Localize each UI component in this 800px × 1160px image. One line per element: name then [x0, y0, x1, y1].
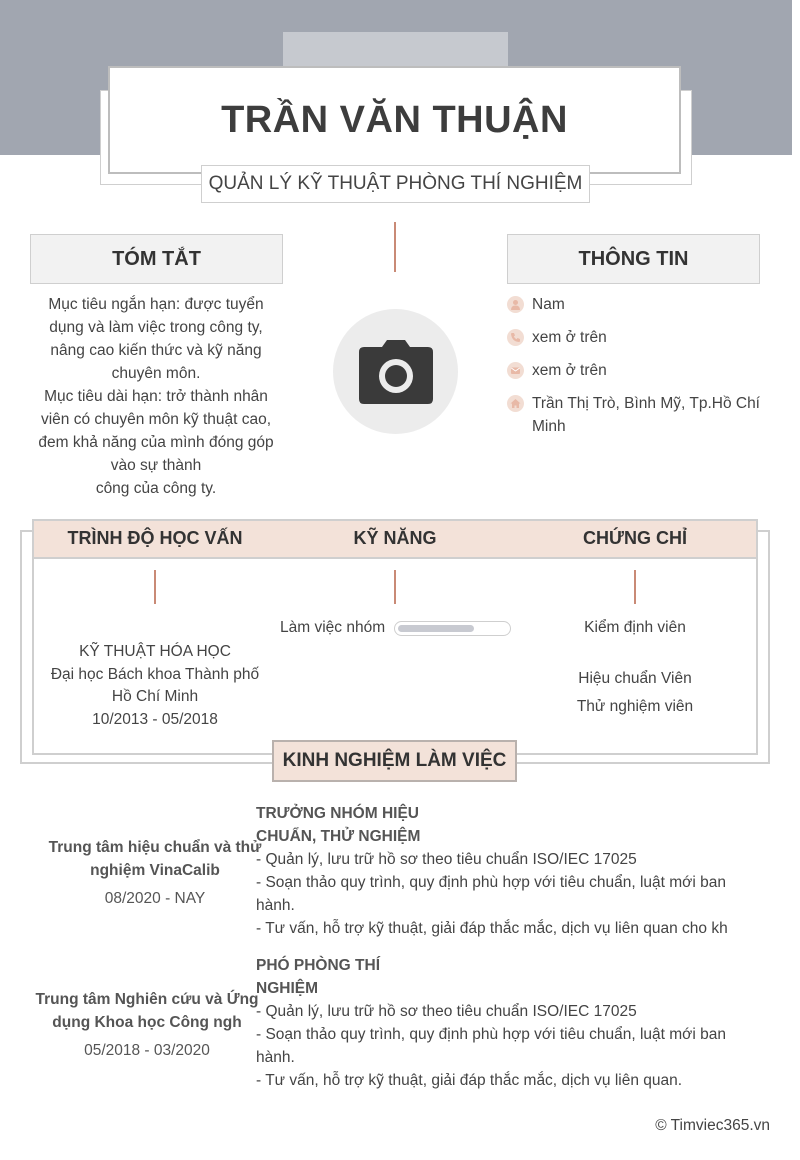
address-line: Trần Thị Trò, Bình Mỹ, Tp.Hồ Chí — [532, 395, 760, 412]
company-name: nghiệm VinaCalib — [90, 862, 220, 879]
job-duty: - Tư vấn, hỗ trợ kỹ thuật, giải đáp thắc mắc, dịch vụ liên quan cho kh — [256, 920, 728, 937]
job-role: TRƯỞNG NHÓM HIỆU — [256, 805, 419, 822]
company-name: Trung tâm Nghiên cứu và Ứng — [35, 991, 259, 1008]
divider-line — [154, 570, 156, 604]
summary-line: dụng và làm việc trong công ty, — [49, 319, 263, 336]
job-role: NGHIỆM — [256, 980, 318, 997]
job-role: PHÓ PHÒNG THÍ — [256, 957, 381, 974]
email-icon — [507, 362, 524, 379]
education-school: Đại học Bách khoa Thành phố — [50, 665, 260, 683]
job-period: 08/2020 - NAY — [104, 890, 206, 907]
skills-heading: KỸ NĂNG — [353, 528, 437, 548]
address-line: Minh — [532, 418, 566, 435]
certificate-item: Thử nghiệm viên — [576, 698, 694, 715]
certificates-heading: CHỨNG CHỈ — [583, 528, 687, 548]
job-duty: - Soạn thảo quy trình, quy định phù hợp với tiêu chuẩn, luật mới ban — [256, 874, 726, 891]
info-list — [507, 293, 765, 448]
certificate-item: Hiệu chuẩn Viên — [578, 670, 692, 687]
info-phone-value: xem ở trên — [532, 329, 607, 346]
job-duty: hành. — [256, 1049, 295, 1066]
skill-item — [280, 619, 511, 637]
summary-line: Mục tiêu dài hạn: trở thành nhân — [44, 388, 268, 405]
skill-name: Làm việc nhóm — [280, 619, 386, 636]
summary-heading: TÓM TẮT — [30, 234, 283, 284]
job-role: CHUẨN, THỬ NGHIỆM — [256, 828, 421, 845]
info-phone — [507, 326, 765, 349]
education-heading: TRÌNH ĐỘ HỌC VẤN — [67, 528, 243, 548]
info-heading: THÔNG TIN — [507, 234, 760, 284]
summary-line: nâng cao kiến thức và kỹ năng — [50, 342, 262, 359]
summary-line: đem khả năng của mình đóng góp — [38, 434, 274, 451]
name-box — [108, 66, 681, 174]
company-name: dụng Khoa học Công ngh — [52, 1014, 242, 1031]
info-gender-value: Nam — [532, 296, 565, 313]
camera-icon — [358, 339, 434, 405]
job-duty: - Tư vấn, hỗ trợ kỹ thuật, giải đáp thắc mắc, dịch vụ liên quan. — [256, 1072, 683, 1089]
certificate-item: Kiểm định viên — [584, 619, 686, 636]
job-details — [256, 802, 766, 940]
job-duty: - Quản lý, lưu trữ hồ sơ theo tiêu chuẩn ISO/IEC 17025 — [256, 851, 637, 868]
summary-line: vào sự thành — [110, 457, 202, 474]
user-icon — [507, 296, 524, 313]
job-duty: hành. — [256, 897, 295, 914]
summary-line: chuyên môn. — [111, 365, 201, 382]
job-duty: - Quản lý, lưu trữ hồ sơ theo tiêu chuẩn ISO/IEC 17025 — [256, 1003, 637, 1020]
job-duty: - Soạn thảo quy trình, quy định phù hợp với tiêu chuẩn, luật mới ban — [256, 1026, 726, 1043]
info-email-value: xem ở trên — [532, 362, 607, 379]
summary-line: viên có chuyên môn kỹ thuật cao, — [40, 411, 272, 428]
education-school: Hồ Chí Minh — [111, 688, 199, 705]
job-company — [30, 988, 264, 1062]
skill-level-bar — [394, 621, 511, 636]
job-details — [256, 954, 766, 1092]
job-company — [38, 836, 272, 910]
summary-line: công của công ty. — [95, 480, 217, 497]
info-address-value — [532, 392, 760, 438]
avatar-upload[interactable] — [333, 309, 458, 434]
divider-line — [394, 570, 396, 604]
education-entry — [38, 641, 272, 731]
education-period: 10/2013 - 05/2018 — [92, 710, 218, 728]
job-period: 05/2018 - 03/2020 — [84, 1042, 210, 1059]
experience-heading: KINH NGHIỆM LÀM VIỆC — [272, 740, 517, 782]
phone-icon — [507, 329, 524, 346]
divider-line — [394, 222, 396, 272]
info-email — [507, 359, 765, 382]
info-address — [507, 392, 765, 438]
company-name: Trung tâm hiệu chuẩn và thử — [48, 839, 262, 856]
info-gender — [507, 293, 765, 316]
footer-copyright: © Timviec365.vn — [655, 1117, 770, 1134]
home-icon — [507, 395, 524, 412]
header-tab — [283, 32, 508, 68]
divider-line — [634, 570, 636, 604]
summary-line: Mục tiêu ngắn hạn: được tuyển — [48, 296, 264, 313]
summary-text — [30, 293, 282, 500]
job-title: QUẢN LÝ KỸ THUẬT PHÒNG THÍ NGHIỆM — [201, 165, 590, 203]
skill-level-fill — [398, 625, 474, 632]
education-major: KỸ THUẬT HÓA HỌC — [79, 643, 231, 660]
candidate-name: TRẦN VĂN THUẬN — [221, 98, 568, 141]
